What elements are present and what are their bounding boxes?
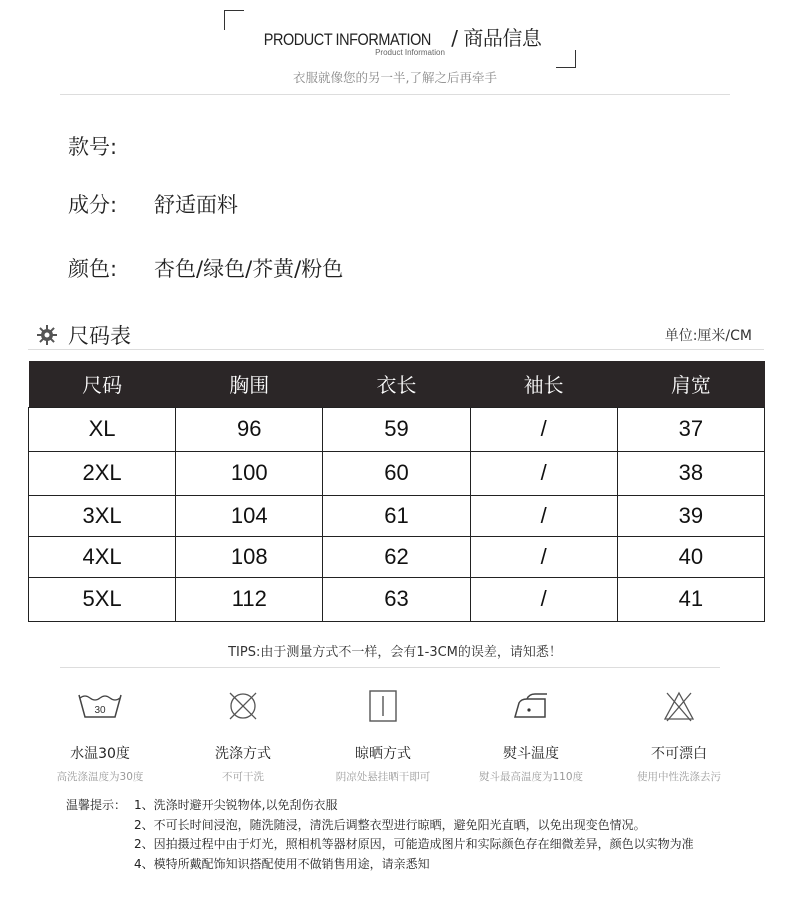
care-notes [66,796,694,874]
title-cn: 商品信息 [463,26,542,50]
notes-prefix: 温馨提示： [66,798,127,812]
info-label: 成分: [68,193,118,217]
table-cell: 38 [617,451,764,495]
note-text: 2、不可长时间浸泡，随洗随浸，清洗后调整衣型进行晾晒，避免阳光直晒，以免出现变色情况。 [134,817,646,832]
table-cell: 37 [617,407,764,451]
table-row [29,577,765,621]
table-cell: / [470,577,617,621]
table-cell: 60 [323,451,470,495]
wash-30-icon [20,685,180,727]
care-desc: 熨斗最高温度为110度 [478,771,584,783]
table-row [29,536,765,577]
care-label: 洗涤方式 [215,746,271,762]
care-desc: 阴凉处悬挂晒干即可 [335,771,431,783]
care-item-drying [303,685,463,784]
slogan: 衣服就像您的另一半,了解之后再牵手 [293,70,497,85]
table-cell: 108 [176,536,323,577]
info-row-style-no [68,131,154,161]
table-row [29,451,765,495]
table-cell: 61 [323,495,470,536]
size-table [28,361,765,622]
divider [60,94,730,95]
size-chart-heading [36,320,131,350]
column-header: 尺码 [29,361,176,407]
table-cell: 2XL [29,451,176,495]
divider [60,667,720,668]
note-row [66,835,694,855]
drip-dry-icon [303,685,463,727]
table-cell: / [470,536,617,577]
care-item-iron [451,685,611,784]
no-machine-wash-icon [163,685,323,727]
note-row [66,855,694,875]
table-cell: / [470,495,617,536]
table-cell: 41 [617,577,764,621]
care-label: 水温30度 [70,746,130,762]
care-desc: 不可干洗 [222,771,264,783]
iron-icon [451,685,611,727]
size-chart-title: 尺码表 [68,324,131,348]
info-label: 款号: [68,135,118,159]
table-row [29,495,765,536]
note-row [66,816,694,836]
info-label: 颜色: [68,257,118,281]
no-bleach-icon [599,685,759,727]
table-cell: 59 [323,407,470,451]
table-cell: 5XL [29,577,176,621]
gear-icon [36,324,58,346]
info-row-color [68,253,343,283]
table-header-row [29,361,765,407]
note-row [66,796,694,816]
table-cell: 62 [323,536,470,577]
care-label: 晾晒方式 [355,746,411,762]
care-desc: 高洗涤温度为30度 [56,771,144,783]
table-cell: 112 [176,577,323,621]
info-value: 杏色/绿色/芥黄/粉色 [154,257,344,281]
column-header: 袖长 [470,361,617,407]
note-text: 1、洗涤时避开尖锐物体,以免刮伤衣服 [134,798,338,812]
column-header: 衣长 [323,361,470,407]
size-unit: 单位:厘米/CM [664,328,752,344]
info-row-composition [68,189,238,219]
table-cell: 63 [323,577,470,621]
care-desc: 使用中性洗涤去污 [637,771,721,783]
tips-text: TIPS:由于测量方式不一样，会有1-3CM的误差，请知悉！ [228,645,562,660]
page-title [0,22,790,51]
table-cell: / [470,407,617,451]
table-cell: 104 [176,495,323,536]
title-en: PRODUCT INFORMATION [263,30,431,49]
page-subtitle: Product Information [375,48,445,57]
care-item-wash-method [163,685,323,784]
table-cell: XL [29,407,176,451]
care-item-water-temp [20,685,180,784]
info-value: 舒适面料 [154,193,238,217]
title-separator: / [445,26,464,50]
table-cell: / [470,451,617,495]
care-label: 熨斗温度 [503,746,559,762]
table-row [29,407,765,451]
wash-temp-text: 30 [94,705,106,716]
table-cell: 4XL [29,536,176,577]
divider [28,349,764,350]
table-cell: 96 [176,407,323,451]
note-text: 2、因拍摄过程中由于灯光，照相机等器材原因，可能造成图片和实际颜色存在细微差异，颜色以实物为准 [134,837,694,851]
note-text: 4、模特所戴配饰知识搭配使用不做销售用途，请亲悉知 [134,856,430,871]
column-header: 肩宽 [617,361,764,407]
table-cell: 3XL [29,495,176,536]
table-cell: 40 [617,536,764,577]
column-header: 胸围 [176,361,323,407]
care-label: 不可漂白 [651,746,707,762]
table-cell: 100 [176,451,323,495]
care-item-bleach [599,685,759,784]
table-cell: 39 [617,495,764,536]
